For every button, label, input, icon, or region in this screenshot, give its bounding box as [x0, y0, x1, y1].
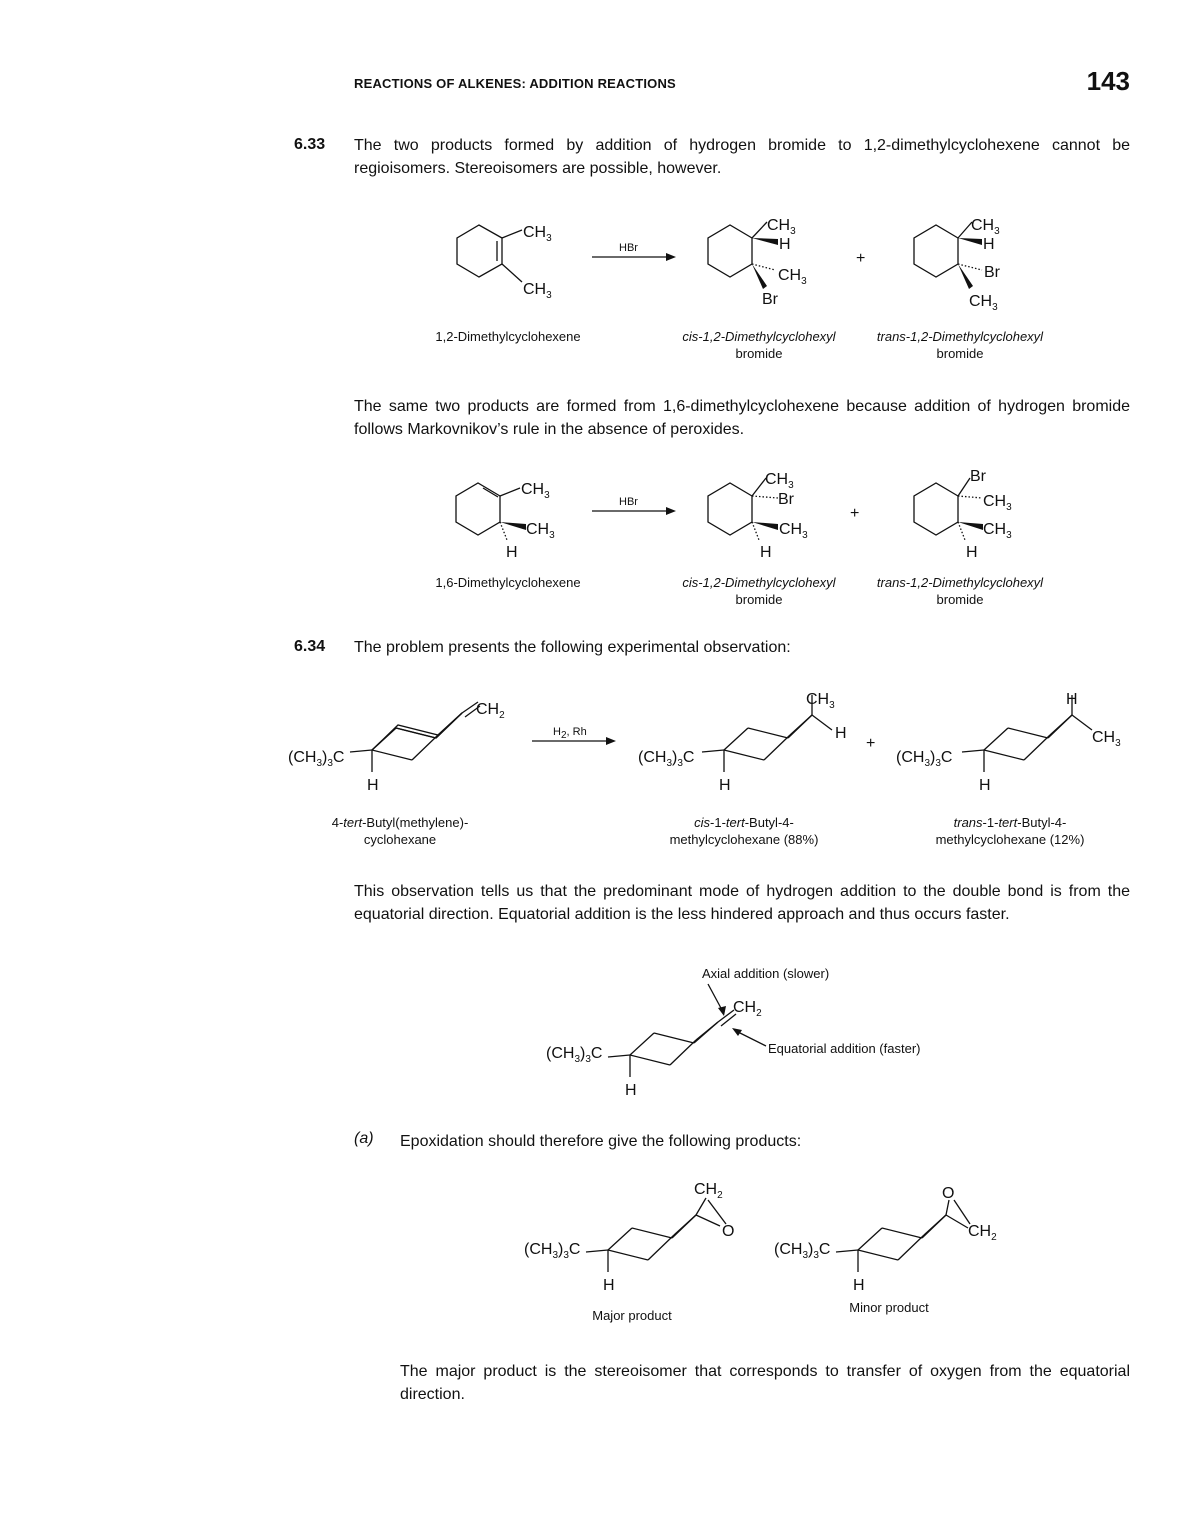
scheme-epoxidation-products	[0, 1180, 1200, 1300]
label-trans-tert-butyl-product: trans-1-tert-Butyl-4- methylcyclohexane (12%)	[935, 815, 1085, 847]
label-cis-product: cis-1,2-Dimethylcyclohexyl bromide	[682, 329, 836, 361]
molecule-methylene-cyclohexane-approach	[546, 999, 762, 1099]
svg-text:H: H	[719, 777, 731, 794]
scheme-hbr-1-6-dimethylcyclohexene	[0, 460, 1200, 570]
svg-text:CH3: $CH_3$	[778, 267, 807, 287]
molecule-4-tert-butyl-methylenecyclohexane	[288, 701, 505, 794]
label-4-tert-butyl-methylene-cyclohexane: 4-tert-Butyl(methylene)- cyclohexane	[331, 815, 469, 847]
molecule-cis-dimethylcyclohexyl-bromide	[708, 217, 807, 308]
label-trans-product-2: trans-1,2-Dimethylcyclohexyl bromide	[876, 575, 1044, 607]
problem-6-33-intro: The two products formed by addition of hydrogen bromide to 1,2-dimethylcyclohexene cannot be regioisomers. Stereoisomers are possible, however.	[354, 137, 1130, 177]
svg-text:H: H	[853, 1277, 865, 1294]
reaction-arrow-h2-rh	[532, 726, 616, 745]
svg-text:Br: Br	[778, 491, 794, 508]
equatorial-addition-note: Equatorial addition (faster)	[768, 1041, 921, 1056]
svg-text:H2, Rh: H2, Rh	[553, 726, 587, 741]
svg-text:CH3: $CH_3$	[767, 217, 796, 237]
label-minor-product: Minor product	[849, 1300, 929, 1315]
problem-number-6-33: 6.33	[294, 136, 326, 153]
svg-text:H: H	[979, 777, 991, 794]
svg-text:H: H	[603, 1277, 615, 1294]
svg-text:HBr: HBr	[619, 496, 638, 508]
molecule-minor-epoxide	[774, 1185, 997, 1294]
svg-text:Br: Br	[970, 468, 986, 485]
svg-text:H: H	[983, 236, 995, 253]
svg-text:CH3: $CH_3$	[983, 521, 1012, 541]
reaction-arrow-hbr	[592, 242, 676, 261]
svg-text:CH2: $CH_2$	[694, 1181, 723, 1201]
reaction-arrow-hbr-2	[592, 496, 676, 515]
svg-text:H: H	[779, 236, 791, 253]
molecule-major-epoxide	[524, 1181, 734, 1294]
part-a-label: (a)	[354, 1130, 374, 1147]
svg-text:O: O	[722, 1223, 735, 1240]
scheme-hbr-1-2-dimethylcyclohexene	[0, 200, 1200, 320]
problem-6-34-explanation: This observation tells us that the predominant mode of hydrogen addition to the double bond is from the equatorial direction. Equatorial addition is the less hindered approach and thus occurs faster.	[354, 883, 1130, 923]
svg-text:CH3: $CH_3$	[521, 481, 550, 501]
svg-text:(CH3)3C: $(CH_3)_3C$	[288, 749, 345, 769]
svg-text:Br: Br	[984, 264, 1000, 281]
svg-text:CH2: $CH_2$	[733, 999, 762, 1019]
axial-addition-note: Axial addition (slower)	[702, 966, 830, 981]
closing-text: The major product is the stereoisomer that corresponds to transfer of oxygen from the equatorial direction.	[400, 1363, 1130, 1403]
svg-text:H: H	[506, 544, 518, 561]
svg-text:CH3: $CH_3$	[779, 521, 808, 541]
svg-text:H: H	[1066, 691, 1078, 708]
problem-number-6-34: 6.34	[294, 638, 326, 655]
page-number: 143	[1086, 66, 1130, 96]
plus-sign: +	[856, 250, 866, 267]
svg-text:Br: Br	[762, 291, 778, 308]
svg-text:CH3: $CH_3$	[806, 691, 835, 711]
label-major-product: Major product	[592, 1308, 672, 1323]
label-trans-product: trans-1,2-Dimethylcyclohexyl bromide	[876, 329, 1044, 361]
problem-6-34-intro: The problem presents the following experimental observation:	[354, 639, 791, 656]
scheme-axial-equatorial-addition	[0, 960, 1200, 1100]
svg-text:CH3: $CH_3$	[523, 224, 552, 244]
svg-text:CH2: $CH_2$	[968, 1223, 997, 1243]
molecule-cis-product-2	[708, 471, 808, 561]
svg-text:CH3: $CH_3$	[526, 521, 555, 541]
problem-6-33-middle: The same two products are formed from 1,6-dimethylcyclohexene because addition of hydrogen bromide follows Markovnikov’s rule in the absence of peroxides.	[354, 398, 1130, 438]
label-cis-tert-butyl-product: cis-1-tert-Butyl-4- methylcyclohexane (88%)	[669, 815, 819, 847]
molecule-1-2-dimethylcyclohexene	[457, 224, 552, 301]
scheme-hydrogenation	[0, 680, 1200, 800]
svg-text:H: H	[625, 1082, 637, 1099]
svg-text:H: H	[367, 777, 379, 794]
molecule-cis-tert-butyl-methylcyclohexane	[638, 691, 847, 794]
svg-text:(CH3)3C: $(CH_3)_3C$	[638, 749, 695, 769]
svg-text:CH3: $CH_3$	[765, 471, 794, 491]
label-cis-product-2: cis-1,2-Dimethylcyclohexyl bromide	[682, 575, 836, 607]
svg-text:(CH3)3C: $(CH_3)_3C$	[896, 749, 953, 769]
plus-sign-2: +	[850, 505, 860, 522]
svg-text:CH3: $CH_3$	[971, 217, 1000, 237]
molecule-trans-dimethylcyclohexyl-bromide	[914, 217, 1001, 313]
molecule-1-6-dimethylcyclohexene	[456, 481, 555, 561]
label-1-2-dimethylcyclohexene: 1,2-Dimethylcyclohexene	[435, 329, 581, 344]
svg-text:CH2: $CH_2$	[476, 701, 505, 721]
svg-text:O: O	[942, 1185, 955, 1202]
svg-text:(CH3)3C: $(CH_3)_3C$	[774, 1241, 831, 1261]
molecule-trans-tert-butyl-methylcyclohexane	[896, 691, 1121, 794]
svg-text:(CH3)3C: $(CH_3)_3C$	[524, 1241, 581, 1261]
svg-text:H: H	[835, 725, 847, 742]
svg-text:CH3: $CH_3$	[1092, 729, 1121, 749]
label-1-6-dimethylcyclohexene: 1,6-Dimethylcyclohexene	[435, 575, 581, 590]
svg-text:(CH3)3C: $(CH_3)_3C$	[546, 1045, 603, 1065]
svg-text:H: H	[760, 544, 772, 561]
running-header: REACTIONS OF ALKENES: ADDITION REACTIONS	[354, 76, 676, 91]
reagent-hbr: HBr	[619, 242, 638, 254]
svg-text:CH3: $CH_3$	[969, 293, 998, 313]
svg-text:H: H	[966, 544, 978, 561]
svg-text:CH3: $CH_3$	[983, 493, 1012, 513]
part-a-text: Epoxidation should therefore give the following products:	[400, 1133, 802, 1150]
plus-sign-3: +	[866, 735, 876, 752]
svg-text:CH3: $CH_3$	[523, 281, 552, 301]
molecule-trans-product-2	[914, 468, 1012, 561]
